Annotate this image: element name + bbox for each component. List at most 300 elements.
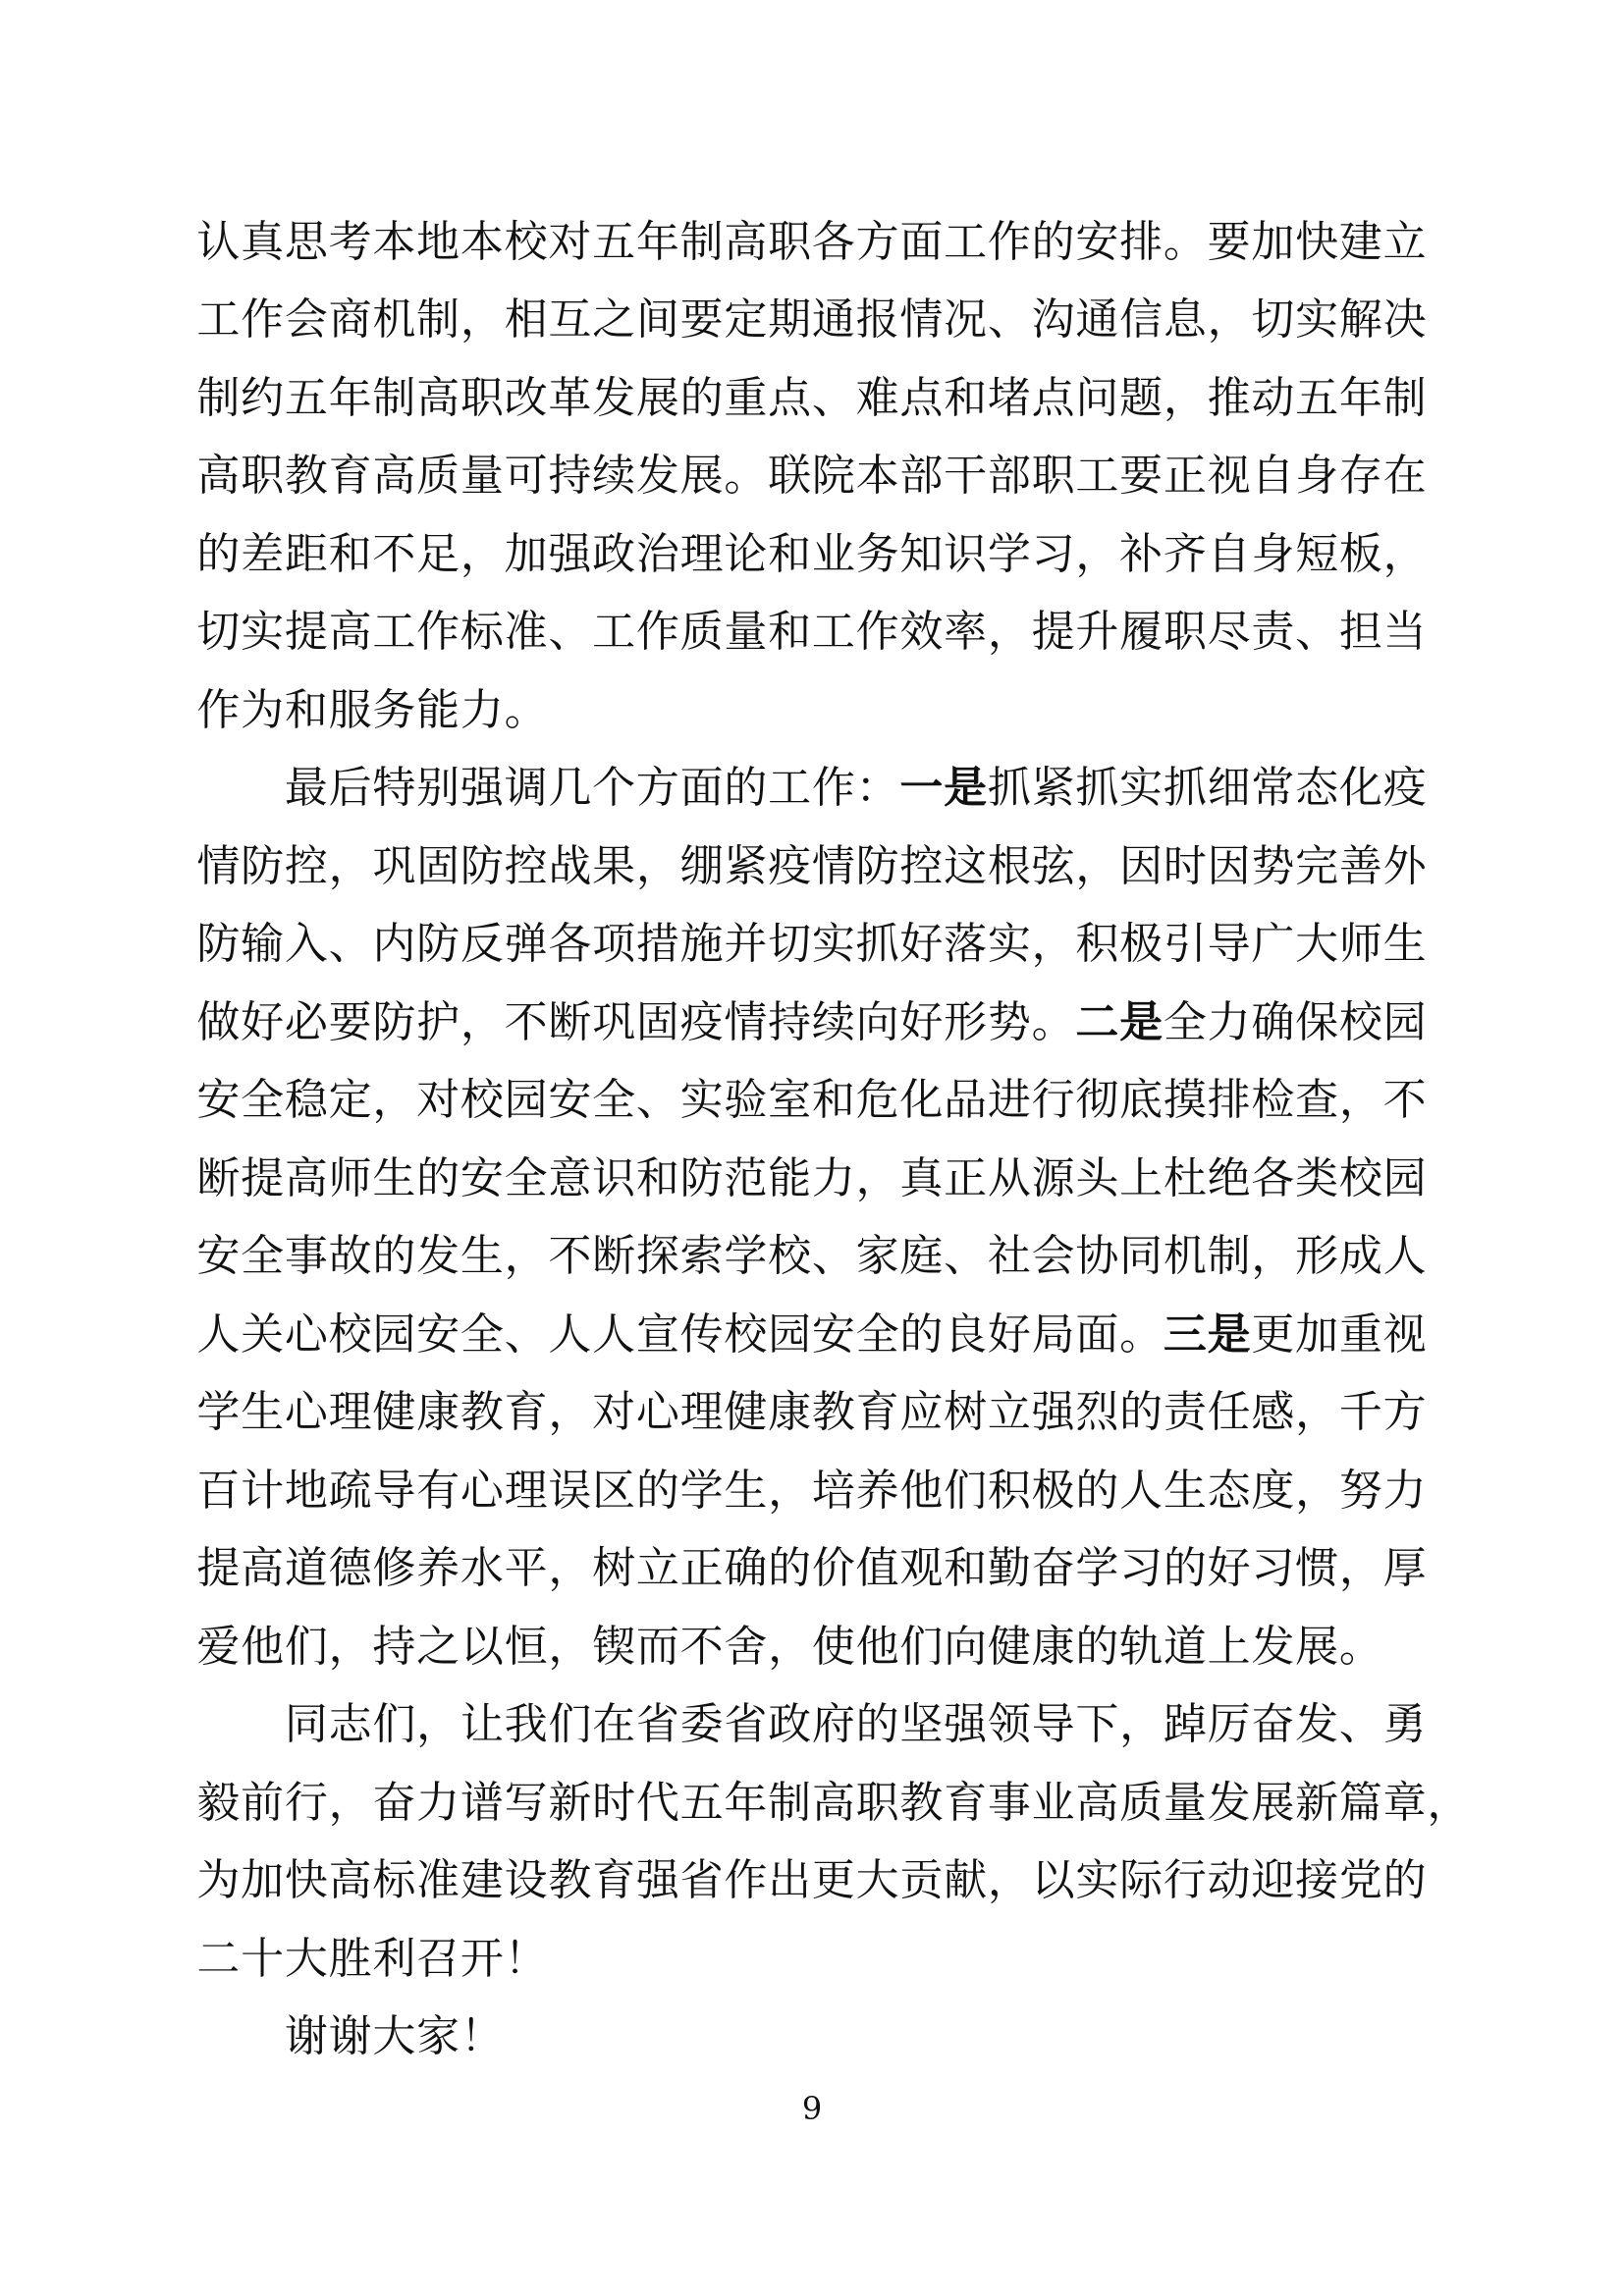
char: 养 xyxy=(416,1543,460,1594)
char: 报 xyxy=(855,294,899,346)
text-line xyxy=(196,1608,1427,1686)
char: 加 xyxy=(1251,216,1295,267)
char: 五 xyxy=(592,216,636,267)
char: 、 xyxy=(811,1231,855,1282)
text-line xyxy=(196,906,1427,985)
char: 的 xyxy=(899,1308,944,1360)
char: 好 xyxy=(241,996,285,1047)
char: 进 xyxy=(987,1075,1031,1126)
char: 党 xyxy=(1338,1855,1382,1906)
text-line xyxy=(196,203,1427,282)
char: 发 xyxy=(635,451,679,502)
char: 态 xyxy=(1207,1465,1251,1516)
char: 人 xyxy=(548,1308,592,1360)
char: 战 xyxy=(548,840,592,891)
char: ， xyxy=(504,1231,548,1282)
char: 实 xyxy=(241,607,285,658)
char: 。 xyxy=(1031,996,1075,1047)
text-line xyxy=(196,1530,1427,1609)
char: 务 xyxy=(372,684,416,735)
char: 们 xyxy=(944,1465,988,1516)
char: 价 xyxy=(811,1543,855,1594)
char: ， xyxy=(768,1465,812,1516)
char: 因 xyxy=(1119,840,1164,891)
char: 人 xyxy=(196,1308,241,1360)
char: 身 xyxy=(1251,528,1295,579)
char: 、 xyxy=(987,294,1031,346)
char: 治 xyxy=(635,528,679,579)
char: 升 xyxy=(1075,607,1119,658)
char: 好 xyxy=(1207,1543,1251,1594)
char: 范 xyxy=(724,1152,768,1203)
char: 室 xyxy=(768,1075,812,1126)
char: 防 xyxy=(460,840,504,891)
char: 献 xyxy=(944,1855,988,1906)
char: 学 xyxy=(724,1231,768,1282)
char: 各 xyxy=(548,919,592,970)
char: 协 xyxy=(1075,1231,1119,1282)
char: 更 xyxy=(1251,1308,1295,1360)
char: ， xyxy=(987,607,1031,658)
char: 动 xyxy=(1251,372,1295,423)
char: 源 xyxy=(1031,1152,1075,1203)
char: 高 xyxy=(328,607,372,658)
char: 的 xyxy=(1382,1855,1427,1906)
char: ， xyxy=(328,1777,372,1828)
char: 作 xyxy=(724,1855,768,1906)
char: 师 xyxy=(328,1152,372,1203)
char: 百 xyxy=(196,1465,241,1516)
char: 高 xyxy=(416,372,460,423)
char: 感 xyxy=(1251,1387,1295,1438)
char: 新 xyxy=(1295,1777,1339,1828)
char: 间 xyxy=(635,294,679,346)
char: 作 xyxy=(196,684,241,735)
char: 意 xyxy=(548,1152,592,1203)
char: 厉 xyxy=(1207,1699,1251,1750)
char: 的 xyxy=(1075,1465,1119,1516)
char: 提 xyxy=(1031,607,1075,658)
text-line xyxy=(196,828,1427,906)
char: 对 xyxy=(548,216,592,267)
char: 极 xyxy=(1119,919,1164,970)
char: 商 xyxy=(328,294,372,346)
char: 良 xyxy=(944,1308,988,1360)
char: 定 xyxy=(328,1075,372,1126)
char: 修 xyxy=(372,1543,416,1594)
char: 作 xyxy=(855,607,899,658)
char: 园 xyxy=(1382,1152,1427,1203)
char: 园 xyxy=(504,1075,548,1126)
char: 代 xyxy=(635,1777,679,1828)
char: ： xyxy=(855,763,899,814)
char: 之 xyxy=(592,294,636,346)
char: 健 xyxy=(724,1387,768,1438)
char: 防 xyxy=(196,919,241,970)
char: 发 xyxy=(416,1231,460,1282)
char: 业 xyxy=(1031,1777,1075,1828)
char: 生 xyxy=(460,1231,504,1282)
char: 根 xyxy=(987,840,1031,891)
char: 作 xyxy=(241,294,285,346)
char: 。 xyxy=(1338,1621,1382,1672)
char: ！ xyxy=(504,1933,548,1984)
char: 题 xyxy=(1119,372,1164,423)
char: 迎 xyxy=(1251,1855,1295,1906)
char: 本 xyxy=(372,216,416,267)
char: 工 xyxy=(1075,451,1119,502)
char: 强 xyxy=(1031,1387,1075,1438)
char: 绝 xyxy=(1207,1152,1251,1203)
char: 生 xyxy=(1163,1465,1207,1516)
char: 为 xyxy=(196,1855,241,1906)
char: 实 xyxy=(987,919,1031,970)
char: 、 xyxy=(811,372,855,423)
char: 引 xyxy=(1163,919,1207,970)
char: 快 xyxy=(284,1855,328,1906)
char: 的 xyxy=(416,1152,460,1203)
char: 差 xyxy=(241,528,285,579)
char: 生 xyxy=(241,1387,285,1438)
char: 率 xyxy=(944,607,988,658)
char: 强 xyxy=(944,1699,988,1750)
char: 足 xyxy=(416,528,460,579)
char: 利 xyxy=(372,1933,416,1984)
char: 个 xyxy=(592,763,636,814)
char: 防 xyxy=(416,919,460,970)
char: ， xyxy=(328,1621,372,1672)
char: 省 xyxy=(679,1855,724,1906)
text-line xyxy=(196,1686,1427,1765)
char: ， xyxy=(460,294,504,346)
bold-char: 三 xyxy=(1163,1308,1207,1360)
bold-char: 是 xyxy=(1207,1308,1251,1360)
char: 大 xyxy=(372,2011,416,2062)
char: ， xyxy=(1207,294,1251,346)
char: 并 xyxy=(724,919,768,970)
char: ， xyxy=(1075,840,1119,891)
char: 要 xyxy=(328,996,372,1047)
char: 教 xyxy=(548,1855,592,1906)
char: 和 xyxy=(768,528,812,579)
char: 措 xyxy=(635,919,679,970)
char: 尽 xyxy=(1207,607,1251,658)
char: 校 xyxy=(1338,1152,1382,1203)
char: 持 xyxy=(548,451,592,502)
char: 部 xyxy=(899,451,944,502)
char: 情 xyxy=(899,294,944,346)
char: 联 xyxy=(768,451,812,502)
char: 形 xyxy=(1295,1231,1339,1282)
char: 准 xyxy=(416,1855,460,1906)
char: 极 xyxy=(1031,1465,1075,1516)
char: 立 xyxy=(1382,216,1427,267)
char: 抓 xyxy=(987,763,1031,814)
bold-char: 一 xyxy=(899,763,944,814)
char: 安 xyxy=(196,1075,241,1126)
char: 和 xyxy=(811,1075,855,1126)
char: 质 xyxy=(679,607,724,658)
char: 校 xyxy=(724,1308,768,1360)
char: 职 xyxy=(241,451,285,502)
char: 抓 xyxy=(1163,763,1207,814)
char: 高 xyxy=(811,1777,855,1828)
char: 疫 xyxy=(768,840,812,891)
char: 上 xyxy=(1207,1621,1251,1672)
char: 情 xyxy=(724,996,768,1047)
char: 存 xyxy=(1338,451,1382,502)
char: 提 xyxy=(241,1152,285,1203)
char: 排 xyxy=(1207,1075,1251,1126)
char: 安 xyxy=(1075,216,1119,267)
char: 弹 xyxy=(504,919,548,970)
char: 加 xyxy=(241,1855,285,1906)
char: 力 xyxy=(1382,1465,1427,1516)
char: 向 xyxy=(855,996,899,1047)
char: 后 xyxy=(328,763,372,814)
char: 防 xyxy=(855,840,899,891)
char: 、 xyxy=(1338,1699,1382,1750)
char: 新 xyxy=(548,1777,592,1828)
char: 反 xyxy=(460,919,504,970)
char: 水 xyxy=(460,1543,504,1594)
char: 情 xyxy=(811,840,855,891)
char: 态 xyxy=(1295,763,1339,814)
char: 时 xyxy=(592,1777,636,1828)
char: 展 xyxy=(1295,1621,1339,1672)
char: 绷 xyxy=(679,840,724,891)
char: 五 xyxy=(679,1777,724,1828)
char: 解 xyxy=(1338,294,1382,346)
char: ， xyxy=(987,1855,1031,1906)
char: 短 xyxy=(1295,528,1339,579)
char: ， xyxy=(460,996,504,1047)
char: 职 xyxy=(1031,451,1075,502)
char: 实 xyxy=(1119,763,1164,814)
char: 护 xyxy=(416,996,460,1047)
char: 制 xyxy=(416,294,460,346)
char: 度 xyxy=(1251,1465,1295,1516)
text-line xyxy=(196,750,1427,828)
char: 工 xyxy=(372,607,416,658)
char: 正 xyxy=(1163,451,1207,502)
char: 因 xyxy=(1207,840,1251,891)
char: 和 xyxy=(944,1543,988,1594)
char: 补 xyxy=(1119,528,1164,579)
char: 内 xyxy=(372,919,416,970)
char: 心 xyxy=(635,1387,679,1438)
char: 省 xyxy=(724,1699,768,1750)
char: 更 xyxy=(811,1855,855,1906)
char: 展 xyxy=(679,451,724,502)
char: 必 xyxy=(284,996,328,1047)
char: 接 xyxy=(1295,1855,1339,1906)
char: 舍 xyxy=(724,1621,768,1672)
char: 轨 xyxy=(1119,1621,1164,1672)
char: 标 xyxy=(372,1855,416,1906)
char: 外 xyxy=(1382,840,1427,891)
char: 息 xyxy=(1163,294,1207,346)
char: 会 xyxy=(1031,1231,1075,1282)
char: 控 xyxy=(504,840,548,891)
char: 疫 xyxy=(1382,763,1427,814)
char: 职 xyxy=(855,1777,899,1828)
char: 积 xyxy=(987,1465,1031,1516)
char: 沟 xyxy=(1031,294,1075,346)
char: 爱 xyxy=(196,1621,241,1672)
char: 年 xyxy=(724,1777,768,1828)
char: ， xyxy=(548,1621,592,1672)
text-line xyxy=(196,1999,1427,2077)
char: 自 xyxy=(1251,451,1295,502)
char: 发 xyxy=(1207,1777,1251,1828)
char: 广 xyxy=(1251,919,1295,970)
char: 以 xyxy=(1031,1855,1075,1906)
char: 人 xyxy=(1119,1465,1164,1516)
char: 推 xyxy=(1207,372,1251,423)
char: 稳 xyxy=(284,1075,328,1126)
char: 查 xyxy=(1295,1075,1339,1126)
char: 输 xyxy=(241,919,285,970)
char: 快 xyxy=(1295,216,1339,267)
char: 危 xyxy=(855,1075,899,1126)
char: 疫 xyxy=(679,996,724,1047)
char: 人 xyxy=(1382,1231,1427,1282)
char: 康 xyxy=(768,1387,812,1438)
char: 为 xyxy=(241,684,285,735)
char: 识 xyxy=(944,528,988,579)
char: 锲 xyxy=(592,1621,636,1672)
text-line xyxy=(196,1218,1427,1297)
char: 效 xyxy=(899,607,944,658)
char: 生 xyxy=(1382,919,1427,970)
char: 胜 xyxy=(328,1933,372,1984)
char: 制 xyxy=(1382,372,1427,423)
char: 五 xyxy=(284,372,328,423)
char: 不 xyxy=(1382,1075,1427,1126)
char: 化 xyxy=(1338,763,1382,814)
char: 强 xyxy=(548,528,592,579)
char: 好 xyxy=(899,996,944,1047)
char: 政 xyxy=(592,528,636,579)
char: 识 xyxy=(592,1152,636,1203)
char: 果 xyxy=(592,840,636,891)
char: ， xyxy=(548,1543,592,1594)
char: 园 xyxy=(1382,996,1427,1047)
char: 探 xyxy=(635,1231,679,1282)
char: 控 xyxy=(284,840,328,891)
char: 应 xyxy=(899,1387,944,1438)
char: 势 xyxy=(987,996,1031,1047)
char: 的 xyxy=(1163,1543,1207,1594)
char: 和 xyxy=(768,607,812,658)
text-line xyxy=(196,984,1427,1062)
char: 全 xyxy=(1163,996,1207,1047)
char: 养 xyxy=(855,1465,899,1516)
char: 任 xyxy=(1207,1387,1251,1438)
char: 类 xyxy=(1295,1152,1339,1203)
char: 故 xyxy=(328,1231,372,1282)
char: 做 xyxy=(196,996,241,1047)
char: 部 xyxy=(987,451,1031,502)
char: 院 xyxy=(811,451,855,502)
char: 园 xyxy=(372,1308,416,1360)
char: ， xyxy=(768,1621,812,1672)
char: 形 xyxy=(944,996,988,1047)
char: 从 xyxy=(987,1152,1031,1203)
char: 力 xyxy=(460,684,504,735)
text-line xyxy=(196,1842,1427,1921)
char: 各 xyxy=(811,216,855,267)
char: 制 xyxy=(196,372,241,423)
char: 巩 xyxy=(372,840,416,891)
char: 好 xyxy=(899,919,944,970)
char: 区 xyxy=(592,1465,636,1516)
char: 工 xyxy=(811,607,855,658)
char: 康 xyxy=(416,1387,460,1438)
char: 下 xyxy=(1075,1699,1119,1750)
char: 们 xyxy=(372,1699,416,1750)
char: 考 xyxy=(328,216,372,267)
char: ， xyxy=(328,840,372,891)
text-line xyxy=(196,515,1427,594)
char: 高 xyxy=(196,451,241,502)
char: 理 xyxy=(679,528,724,579)
char: ， xyxy=(1075,528,1119,579)
char: 标 xyxy=(460,607,504,658)
char: 头 xyxy=(1075,1152,1119,1203)
char: ， xyxy=(460,528,504,579)
char: 制 xyxy=(1207,1231,1251,1282)
char: 特 xyxy=(372,763,416,814)
char: 成 xyxy=(1338,1231,1382,1282)
char: 道 xyxy=(1163,1621,1207,1672)
char: 善 xyxy=(1338,840,1382,891)
char: 、 xyxy=(1295,607,1339,658)
char: 作 xyxy=(987,216,1031,267)
char: 全 xyxy=(592,1075,636,1126)
char: 排 xyxy=(1119,216,1164,267)
char: 年 xyxy=(1338,372,1382,423)
char: 努 xyxy=(1338,1465,1382,1516)
char: 方 xyxy=(1382,1387,1427,1438)
char: 立 xyxy=(987,1387,1031,1438)
char: 细 xyxy=(1207,763,1251,814)
char: 视 xyxy=(1382,1308,1427,1360)
char: 全 xyxy=(241,1075,285,1126)
char: 、 xyxy=(635,1075,679,1126)
char: 家 xyxy=(416,2011,460,2062)
char: 志 xyxy=(328,1699,372,1750)
char: 况 xyxy=(944,294,988,346)
char: 安 xyxy=(811,1308,855,1360)
char: 板 xyxy=(1338,528,1382,579)
char: 他 xyxy=(855,1621,899,1672)
char: 提 xyxy=(284,607,328,658)
char: 他 xyxy=(899,1465,944,1516)
char: 的 xyxy=(768,1543,812,1594)
char: 心 xyxy=(284,1308,328,1360)
char: 好 xyxy=(987,1308,1031,1360)
char: 固 xyxy=(416,840,460,891)
char: 互 xyxy=(548,294,592,346)
char: 五 xyxy=(1295,372,1339,423)
char: 理 xyxy=(504,1465,548,1516)
char: 奋 xyxy=(1031,1543,1075,1594)
bold-char: 是 xyxy=(944,763,988,814)
char: 不 xyxy=(504,996,548,1047)
char: 强 xyxy=(460,763,504,814)
